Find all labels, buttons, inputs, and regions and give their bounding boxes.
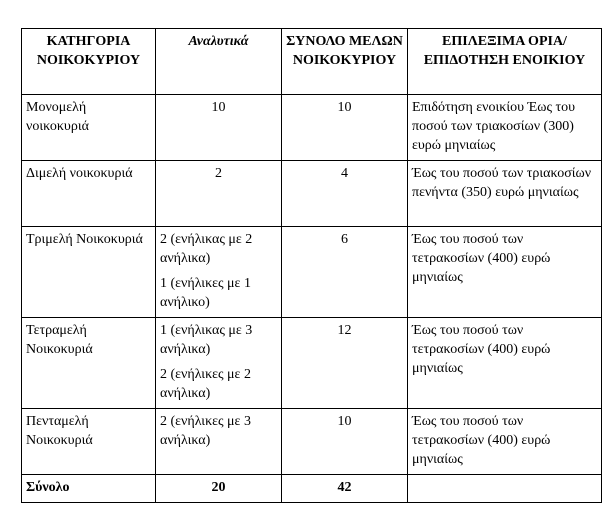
row-total-members: 12 bbox=[282, 318, 408, 409]
row-category: Μονομελή νοικοκυριά bbox=[22, 95, 156, 161]
total-analytic: 20 bbox=[156, 475, 282, 503]
table-total-row bbox=[22, 475, 602, 503]
total-rent-limit bbox=[408, 475, 602, 503]
header-total-members: ΣΥΝΟΛΟ ΜΕΛΩΝ ΝΟΙΚΟΚΥΡΙΟΥ bbox=[282, 29, 408, 95]
row-analytic bbox=[156, 95, 282, 161]
analytic-line: 2 bbox=[215, 166, 222, 181]
row-analytic bbox=[156, 227, 282, 318]
row-rent-limit: Έως του ποσού των τριακοσίων πενήντα (350) ευρώ μηνιαίως bbox=[408, 161, 602, 227]
row-analytic bbox=[156, 161, 282, 227]
header-rent-limit: ΕΠΙΛΕΞΙΜΑ ΟΡΙΑ/ ΕΠΙΔΟΤΗΣΗ ΕΝΟΙΚΙΟΥ bbox=[408, 29, 602, 95]
row-total-members: 4 bbox=[282, 161, 408, 227]
analytic-line: 1 (ενήλικας με 3 ανήλικα) bbox=[160, 323, 253, 357]
row-rent-limit: Έως του ποσού των τετρακοσίων (400) ευρώ μηνιαίως bbox=[408, 409, 602, 475]
table-row bbox=[22, 95, 602, 161]
row-total-members: 6 bbox=[282, 227, 408, 318]
row-category: Τριμελή Νοικοκυριά bbox=[22, 227, 156, 318]
row-analytic bbox=[156, 409, 282, 475]
header-analytic: Αναλυτικά bbox=[156, 29, 282, 95]
row-total-members: 10 bbox=[282, 409, 408, 475]
row-rent-limit: Έως του ποσού των τετρακοσίων (400) ευρώ μηνιαίως bbox=[408, 318, 602, 409]
row-analytic bbox=[156, 318, 282, 409]
table-row bbox=[22, 227, 602, 318]
analytic-line: 10 bbox=[211, 100, 226, 115]
analytic-line: 2 (ενήλικες με 2 ανήλικα) bbox=[160, 367, 251, 401]
table-row bbox=[22, 318, 602, 409]
row-rent-limit: Έως του ποσού των τετρακοσίων (400) ευρώ μηνιαίως bbox=[408, 227, 602, 318]
analytic-line: 1 (ενήλικες με 1 ανήλικο) bbox=[160, 276, 251, 310]
row-total-members: 10 bbox=[282, 95, 408, 161]
total-label: Σύνολο bbox=[22, 475, 156, 503]
total-members: 42 bbox=[282, 475, 408, 503]
row-category: Διμελή νοικοκυριά bbox=[22, 161, 156, 227]
table-row bbox=[22, 409, 602, 475]
row-rent-limit: Επιδότηση ενοικίου Έως του ποσού των τριακοσίων (300) ευρώ μηνιαίως bbox=[408, 95, 602, 161]
header-category: ΚΑΤΗΓΟΡΙΑ ΝΟΙΚΟΚΥΡΙΟΥ bbox=[22, 29, 156, 95]
analytic-line: 2 (ενήλικας με 2 ανήλικα) bbox=[160, 232, 253, 266]
row-category: Πενταμελή Νοικοκυριά bbox=[22, 409, 156, 475]
table-header-row bbox=[22, 29, 602, 95]
row-category: Τετραμελή Νοικοκυριά bbox=[22, 318, 156, 409]
table-row bbox=[22, 161, 602, 227]
household-rent-table bbox=[21, 28, 602, 503]
analytic-line: 2 (ενήλικες με 3 ανήλικα) bbox=[160, 414, 251, 448]
